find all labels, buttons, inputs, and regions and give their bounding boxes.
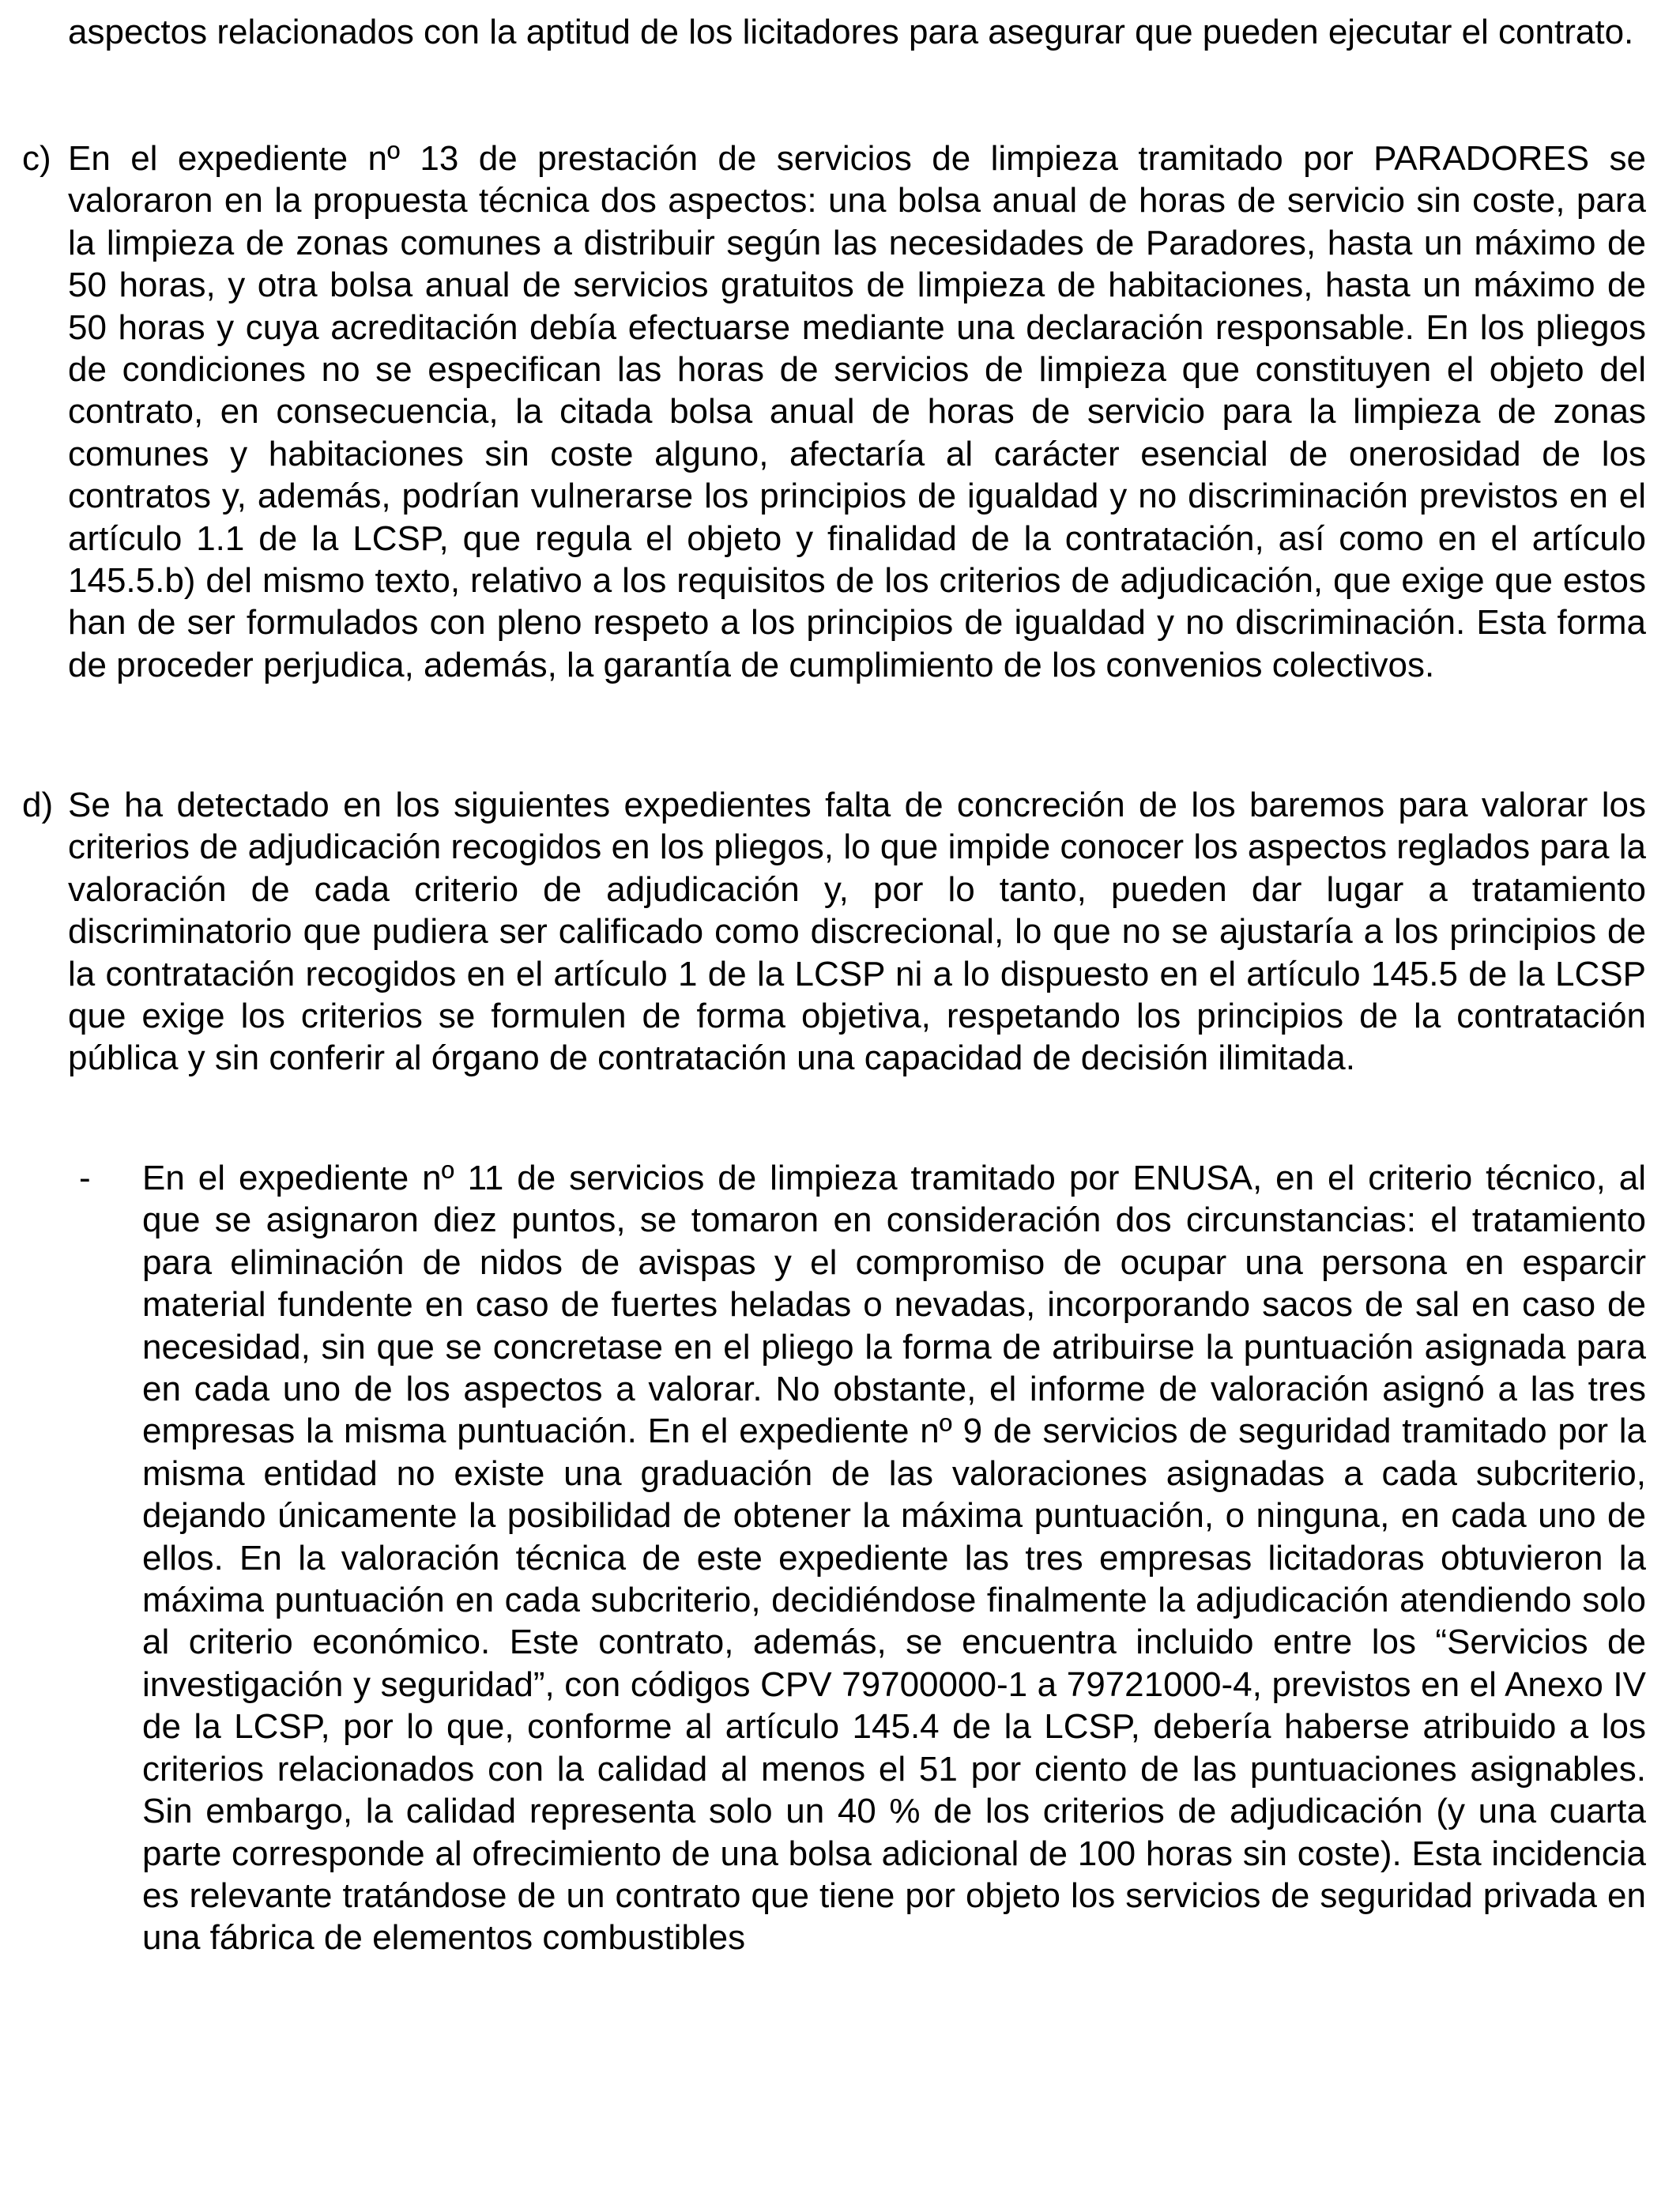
intro-paragraph: aspectos relacionados con la aptitud de los licitadores para asegurar que pueden ejecutar el contrato.: [68, 13, 1634, 51]
item-d-paragraph: Se ha detectado en los siguientes expedientes falta de concreción de los baremos para valorar los criterios de adjudicación recogidos en los pliegos, lo que impide conocer los aspectos reglados para la valoración de cada criterio de adjudicación y, por lo tanto, pueden dar lugar a tratamiento discriminatorio que pudiera ser calificado como discrecional, lo que no se ajustaría a los principios de la contratación recogidos en el artículo 1 de la LCSP ni a lo dispuesto en el artículo 145.5 de la LCSP que exige los criterios se formulen de forma objetiva, respetando los principios de la contratación pública y sin conferir al órgano de contratación una capacidad de decisión ilimitada.: [68, 786, 1646, 1078]
item-d-marker: d): [22, 786, 54, 824]
sub-item-bullet: -: [79, 1159, 91, 1197]
item-c-paragraph: En el expediente nº 13 de prestación de servicios de limpieza tramitado por PARADORES se valoraron en la propuesta técnica dos aspectos: una bolsa anual de horas de servicio sin coste, para la limpieza de zonas comunes a distribuir según las necesidades de Paradores, hasta un máximo de 50 horas, y otra bolsa anual de servicios gratuitos de limpieza de habitaciones, hasta un máximo de 50 horas y cuya acreditación debía efectuarse mediante una declaración responsable. En los pliegos de condiciones no se especifican las horas de servicios de limpieza que constituyen el objeto del contrato, en consecuencia, la citada bolsa anual de horas de servicio para la limpieza de zonas comunes y habitaciones sin coste alguno, afectaría al carácter esencial de onerosidad de los contratos y, además, podrían vulnerarse los principios de igualdad y no discriminación previstos en el artículo 1.1 de la LCSP, que regula el objeto y finalidad de la contratación, así como en el artículo 145.5.b) del mismo texto, relativo a los requisitos de los criterios de adjudicación, que exige que estos han de ser formulados con pleno respeto a los principios de igualdad y no discriminación. Esta forma de proceder perjudica, además, la garantía de cumplimiento de los convenios colectivos.: [68, 139, 1646, 684]
item-c-marker: c): [22, 139, 51, 178]
sub-item-paragraph: En el expediente nº 11 de servicios de limpieza tramitado por ENUSA, en el criterio técnico, al que se asignaron diez puntos, se tomaron en consideración dos circunstancias: el tratamiento para eliminación de nidos de avispas y el compromiso de ocupar una persona en esparcir material fundente en caso de fuertes heladas o nevadas, incorporando sacos de sal en caso de necesidad, sin que se concretase en el pliego la forma de atribuirse la puntuación asignada para en cada uno de los aspectos a valorar. No obstante, el informe de valoración asignó a las tres empresas la misma puntuación. En el expediente nº 9 de servicios de seguridad tramitado por la misma entidad no existe una graduación de las valoraciones asignadas a cada subcriterio, dejando únicamente la posibilidad de obtener la máxima puntuación, o ninguna, en cada uno de ellos. En la valoración técnica de este expediente las tres empresas licitadoras obtuvieron la máxima puntuación en cada subcriterio, decidiéndose finalmente la adjudicación atendiendo solo al criterio económico. Este contrato, además, se encuentra incluido entre los “Servicios de investigación y seguridad”, con códigos CPV 79700000-1 a 79721000-4, previstos en el Anexo IV de la LCSP, por lo que, conforme al artículo 145.4 de la LCSP, debería haberse atribuido a los criterios relacionados con la calidad al menos el 51 por ciento de las puntuaciones asignables. Sin embargo, la calidad representa solo un 40 % de los criterios de adjudicación (y una cuarta parte corresponde al ofrecimiento de una bolsa adicional de 100 horas sin coste). Esta incidencia es relevante tratándose de un contrato que tiene por objeto los servicios de seguridad privada en una fábrica de elementos combustibles: [142, 1159, 1646, 1958]
